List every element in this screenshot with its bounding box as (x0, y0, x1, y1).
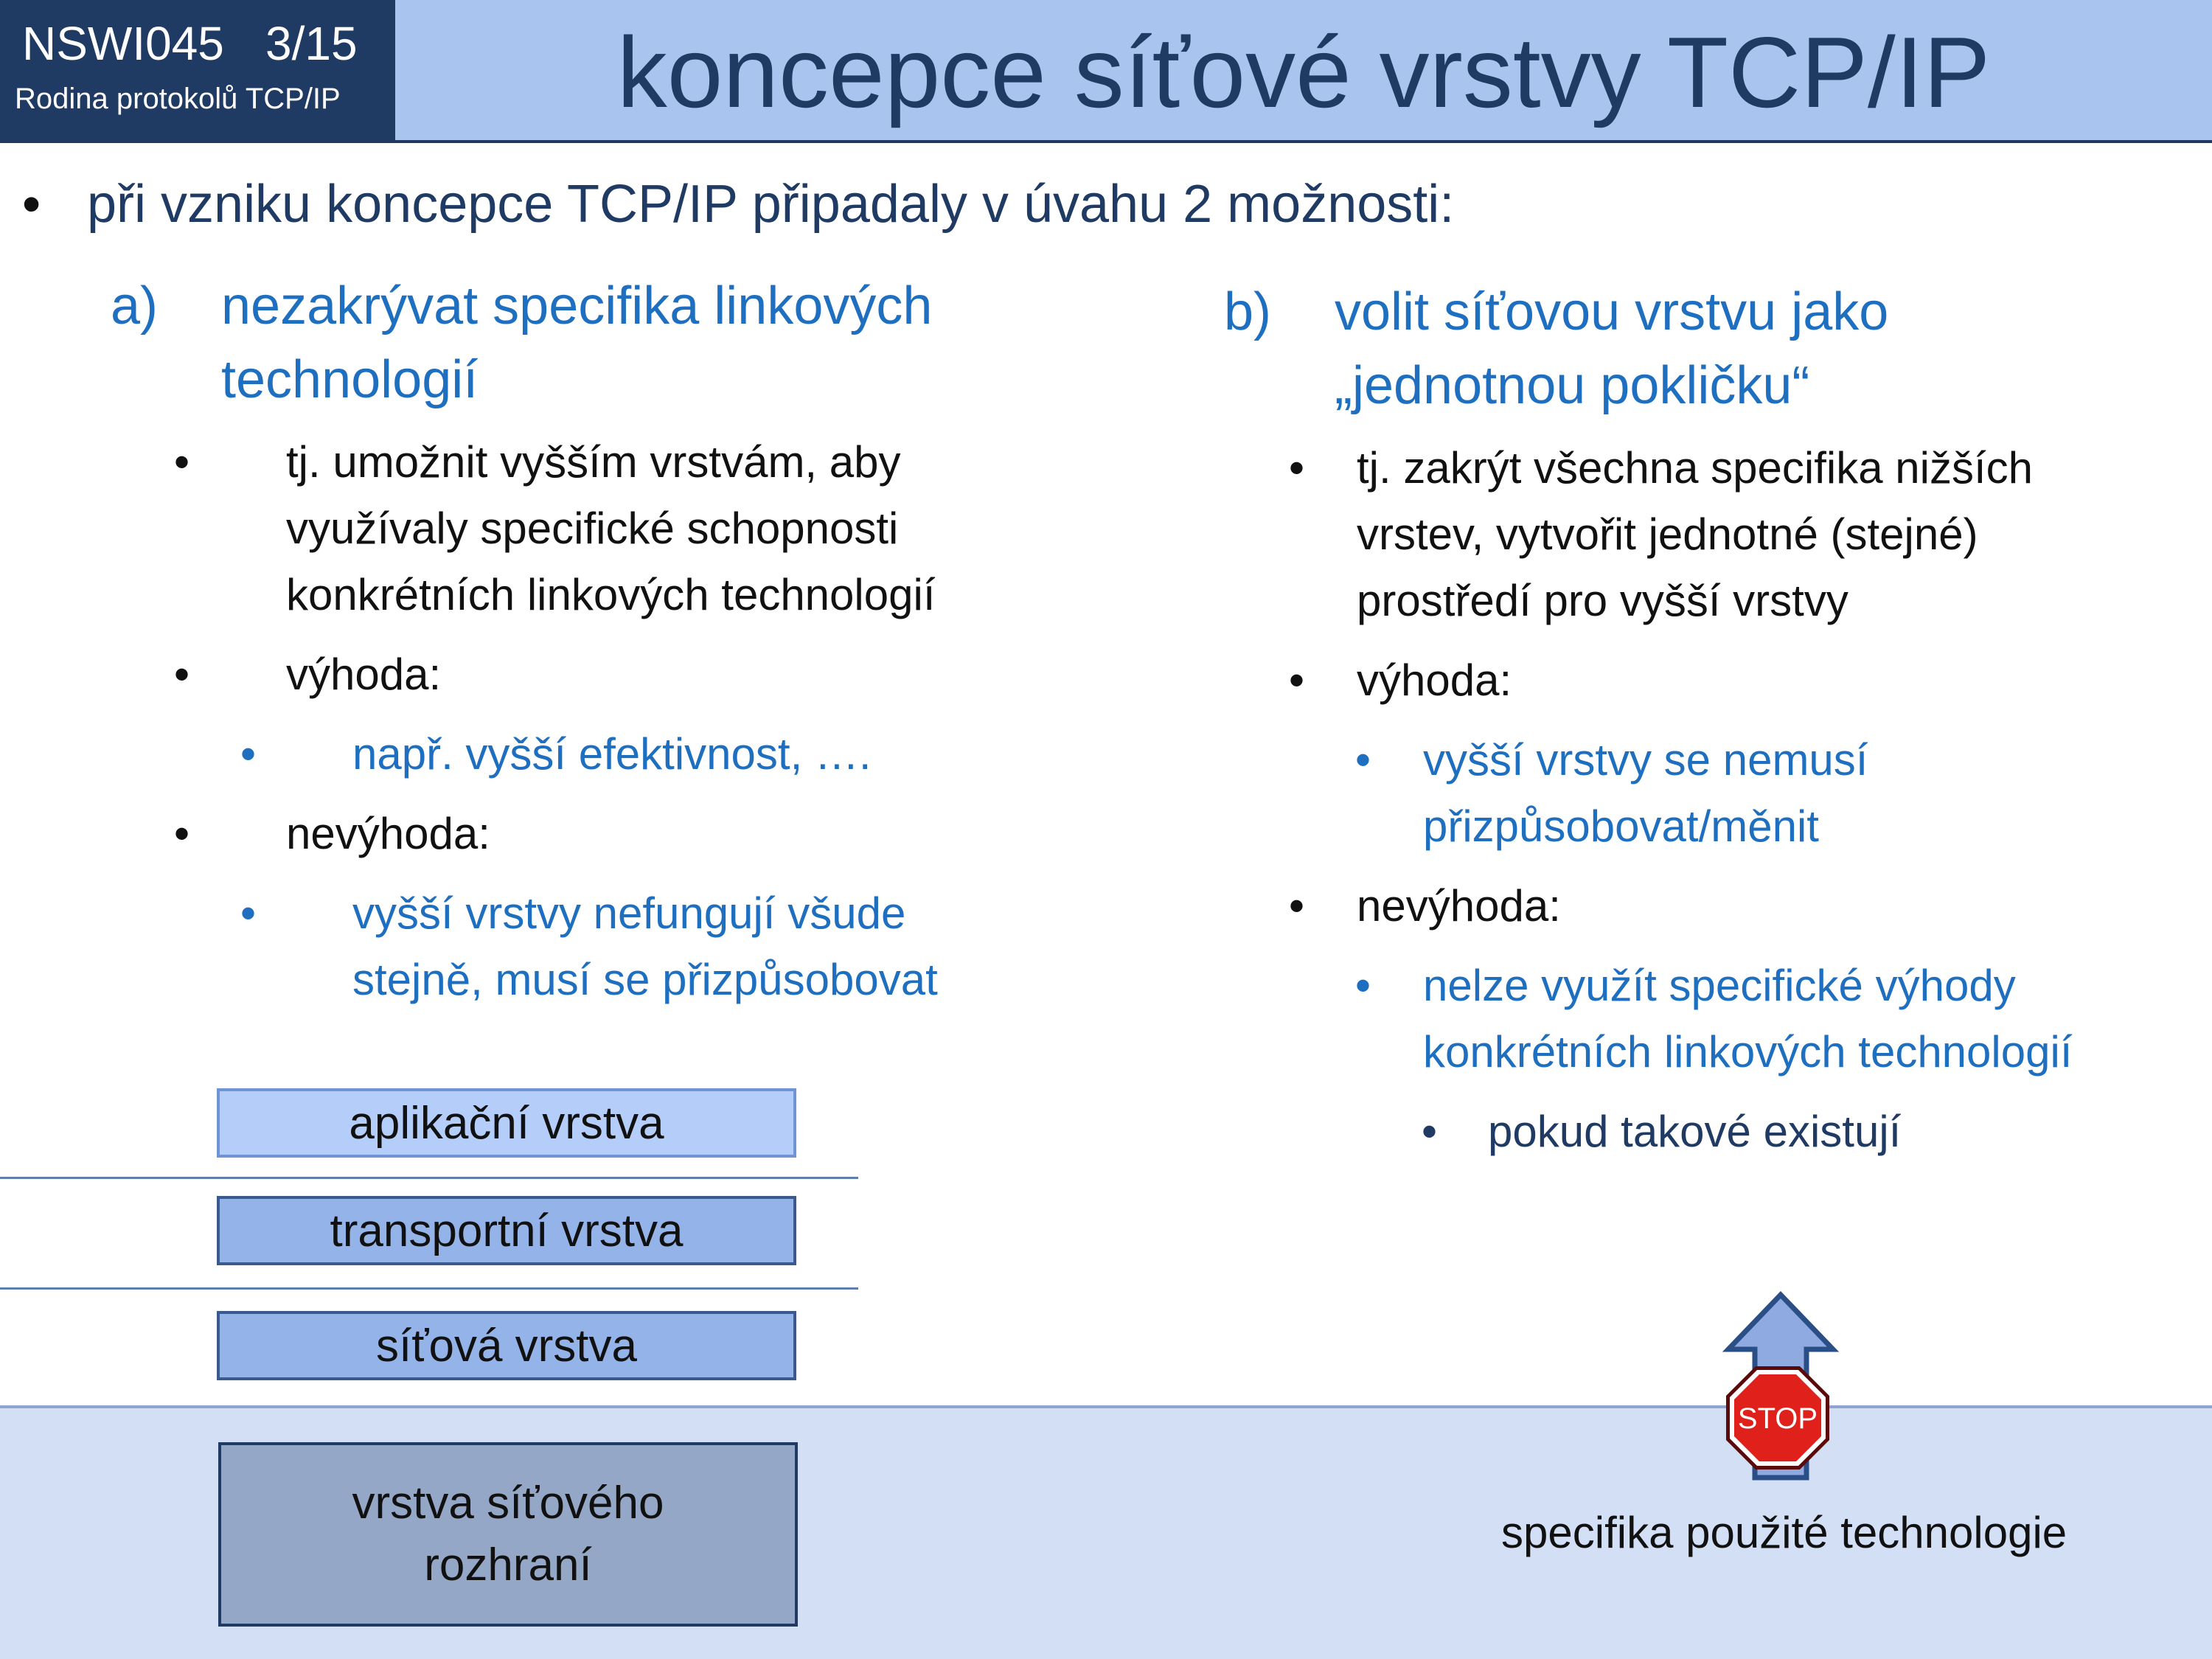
option-a-desc-line2: využívaly specifické schopnosti (286, 504, 899, 553)
option-b-disadvantage-line2: konkrétních linkových technologií (1423, 1027, 2073, 1077)
bullet-dot: • (240, 729, 257, 779)
bullet-dot: • (1355, 961, 1371, 1010)
interface-layer-box (218, 1442, 798, 1627)
option-a-advantage: např. vyšší efektivnost, …. (352, 729, 872, 779)
option-b-advantage-line1: vyšší vrstvy se nemusí (1423, 735, 1868, 785)
option-b-advantage-label: výhoda: (1357, 655, 1512, 705)
option-a-desc-line1: tj. umožnit vyšším vrstvám, aby (286, 437, 901, 487)
option-b-heading-line2: „jednotnou pokličku“ (1335, 356, 1810, 415)
course-subtitle: Rodina protokolů TCP/IP (15, 83, 341, 115)
bullet-dot: • (1422, 1107, 1438, 1156)
intro-text: při vzniku koncepce TCP/IP připadaly v úvahu 2 možnosti: (87, 175, 1455, 234)
stop-sign-text: STOP (1737, 1402, 1818, 1435)
bullet-dot: • (22, 175, 41, 234)
page-number: 3/15 (265, 17, 358, 70)
network-layer-box (217, 1311, 796, 1380)
course-info-box (0, 0, 395, 143)
option-b-desc-line2: vrstev, vytvořit jednotné (stejné) (1357, 509, 1978, 559)
application-layer-box (217, 1088, 796, 1158)
interface-layer-label-line1: vrstva síťového (352, 1478, 664, 1529)
option-b-label: b) (1224, 282, 1272, 341)
option-b-disadvantage-line1: nelze využít specifické výhody (1423, 961, 2016, 1010)
option-b-disadvantage-label: nevýhoda: (1357, 881, 1561, 931)
application-layer-label: aplikační vrstva (349, 1097, 664, 1149)
stop-sign-icon (1724, 1364, 1832, 1472)
interface-layer-label-line2: rozhraní (424, 1540, 592, 1590)
option-b-desc-line3: prostředí pro vyšší vrstvy (1357, 576, 1848, 625)
option-a-heading-line1: nezakrývat specifika linkových (221, 276, 933, 335)
option-b-advantage-line2: přizpůsobovat/měnit (1423, 801, 1819, 851)
bullet-dot: • (174, 809, 190, 858)
option-a-disadvantage-line2: stejně, musí se přizpůsobovat (352, 955, 938, 1004)
option-b-sub-note: pokud takové existují (1488, 1107, 1902, 1156)
option-b-desc-line1: tj. zakrýt všechna specifika nižších (1357, 443, 2034, 493)
transport-layer-box (217, 1196, 796, 1265)
bullet-dot: • (1355, 735, 1371, 785)
bullet-dot: • (174, 650, 190, 699)
bottom-divider (0, 1405, 2212, 1408)
network-layer-label: síťová vrstva (375, 1320, 638, 1371)
slide-title: koncepce síťové vrstvy TCP/IP (616, 16, 1991, 128)
technology-specifics-caption: specifika použité technologie (1501, 1508, 2067, 1557)
bullet-dot: • (1289, 655, 1305, 705)
option-a-disadvantage-line1: vyšší vrstvy nefungují všude (352, 888, 906, 938)
bullet-dot: • (1289, 881, 1305, 931)
layer-separator (0, 1287, 858, 1290)
course-code: NSWI045 (22, 17, 224, 70)
option-a-desc-line3: konkrétních linkových technologií (286, 570, 936, 619)
header-divider (0, 140, 2212, 143)
bullet-dot: • (1289, 443, 1305, 493)
transport-layer-label: transportní vrstva (330, 1205, 684, 1256)
layer-separator (0, 1177, 858, 1179)
option-a-advantage-label: výhoda: (286, 650, 442, 699)
bullet-dot: • (174, 437, 190, 487)
option-a-heading-line2: technologií (221, 350, 479, 409)
option-b-heading-line1: volit síťovou vrstvu jako (1335, 282, 1889, 341)
option-a-disadvantage-label: nevýhoda: (286, 809, 490, 858)
bullet-dot: • (240, 888, 257, 938)
option-a-label: a) (111, 276, 159, 335)
